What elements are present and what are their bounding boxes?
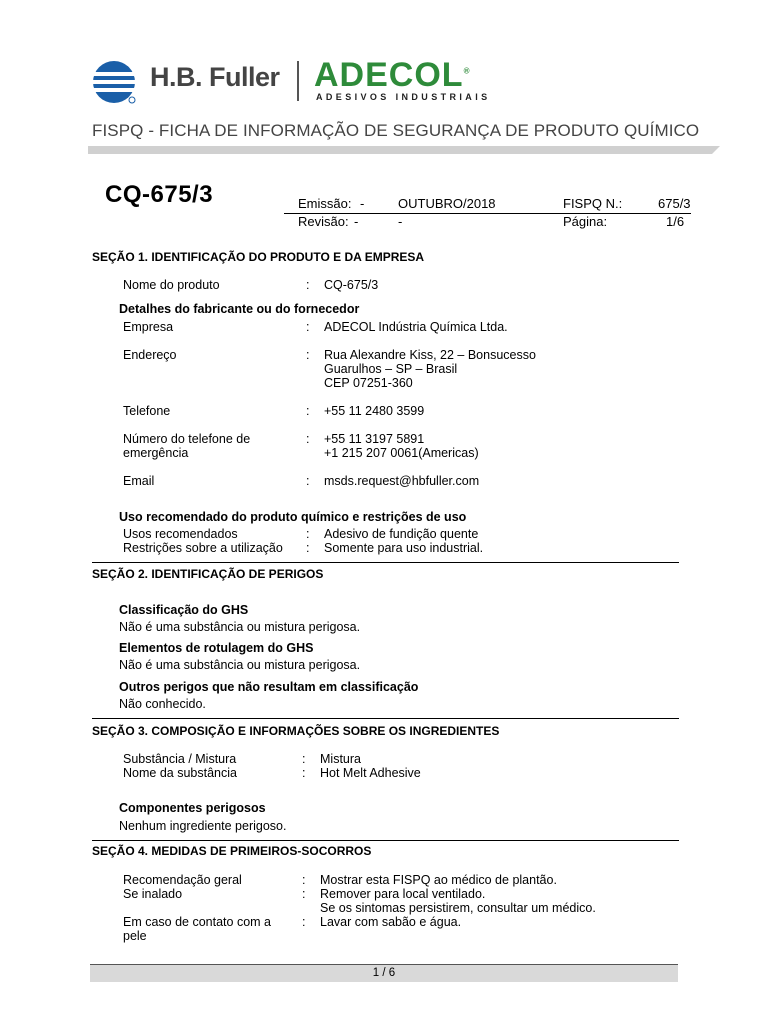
hb-fuller-logo-icon [92,60,136,104]
other-hazards-heading: Outros perigos que não resultam em classificação [119,680,419,694]
revisao-dash: - [354,214,359,229]
colon: : [306,541,310,555]
other-hazards-text: Não conhecido. [119,697,206,711]
logo-divider [297,61,299,101]
colon: : [306,432,310,446]
colon: : [302,752,306,766]
address-line-1: Rua Alexandre Kiss, 22 – Bonsucesso [324,348,536,362]
colon: : [306,527,310,541]
ghs-classification-heading: Classificação do GHS [119,603,249,617]
substance-name-label: Nome da substância [123,766,237,780]
section-1-title: SEÇÃO 1. IDENTIFICAÇÃO DO PRODUTO E DA EMPRESA [92,250,425,264]
substance-mixture-value: Mistura [320,752,361,766]
ghs-label-elements-text: Não é uma substância ou mistura perigosa. [119,658,361,672]
colon: : [306,474,310,488]
inhalation-value-1: Remover para local ventilado. [320,887,486,901]
revisao-label: Revisão: [298,214,349,229]
general-advice-value: Mostrar esta FISPQ ao médico de plantão. [320,873,557,887]
section-divider [92,562,679,563]
skin-contact-value: Lavar com sabão e água. [320,915,462,929]
uses-value: Adesivo de fundição quente [324,527,479,541]
company-label: Empresa [123,320,174,334]
adecol-wordmark: ADECOL® [314,56,471,94]
skin-contact-label-2: pele [123,929,147,943]
document-title: FISPQ - FICHA DE INFORMAÇÃO DE SEGURANÇA DE PRODUTO QUÍMICO [92,121,700,140]
hazardous-components-text: Nenhum ingrediente perigoso. [119,819,287,833]
colon: : [306,320,310,334]
address-line-3: CEP 07251-360 [324,376,413,390]
manufacturer-details-heading: Detalhes do fabricante ou do fornecedor [119,302,360,316]
ghs-classification-text: Não é uma substância ou mistura perigosa. [119,620,361,634]
colon: : [306,348,310,362]
emissao-value: OUTUBRO/2018 [398,196,496,211]
restrictions-label: Restrições sobre a utilização [123,541,283,555]
emergency-phone-1: +55 11 3197 5891 [324,432,425,446]
title-rule [88,146,720,154]
colon: : [306,278,310,292]
uses-label: Usos recomendados [123,527,238,541]
product-code: CQ-675/3 [105,181,214,208]
address-label: Endereço [123,348,177,362]
section-divider [92,718,679,719]
pagina-label: Página: [563,214,608,229]
skin-contact-label-1: Em caso de contato com a [123,915,271,929]
colon: : [302,873,306,887]
colon: : [302,887,306,901]
fispq-label: FISPQ N.: [563,196,623,211]
email-value: msds.request@hbfuller.com [324,474,480,488]
section-3-title: SEÇÃO 3. COMPOSIÇÃO E INFORMAÇÕES SOBRE OS INGREDIENTES [92,724,500,738]
hazardous-components-heading: Componentes perigosos [119,801,266,815]
email-label: Email [123,474,155,488]
substance-name-value: Hot Melt Adhesive [320,766,421,780]
inhalation-label: Se inalado [123,887,183,901]
restrictions-value: Somente para uso industrial. [324,541,484,555]
page-number: 1 / 6 [372,967,396,979]
emissao-dash: - [360,196,365,211]
general-advice-label: Recomendação geral [123,873,242,887]
section-2-title: SEÇÃO 2. IDENTIFICAÇÃO DE PERIGOS [92,567,324,581]
substance-mixture-label: Substância / Mistura [123,752,237,766]
colon: : [302,766,306,780]
inhalation-value-2: Se os sintomas persistirem, consultar um médico. [320,901,596,915]
colon: : [302,915,306,929]
company-value: ADECOL Indústria Química Ltda. [324,320,508,334]
emissao-label: Emissão: [298,196,352,211]
phone-label: Telefone [123,404,171,418]
pagina-value: 1/6 [666,214,685,229]
product-name-value: CQ-675/3 [324,278,379,292]
emergency-label-1: Número do telefone de [123,432,251,446]
product-name-label: Nome do produto [123,278,220,292]
phone-value: +55 11 2480 3599 [324,404,425,418]
emergency-label-2: emergência [123,446,189,460]
adecol-tagline: ADESIVOS INDUSTRIAIS [316,92,491,102]
recommended-use-heading: Uso recomendado do produto químico e restrições de uso [119,510,467,524]
section-divider [92,840,679,841]
ghs-label-elements-heading: Elementos de rotulagem do GHS [119,641,314,655]
hb-fuller-wordmark: H.B. Fuller [150,62,280,92]
colon: : [306,404,310,418]
address-line-2: Guarulhos – SP – Brasil [324,362,458,376]
revisao-value: - [398,214,403,229]
section-4-title: SEÇÃO 4. MEDIDAS DE PRIMEIROS-SOCORROS [92,844,372,858]
emergency-phone-2: +1 215 207 0061(Americas) [324,446,479,460]
fispq-value: 675/3 [658,196,691,211]
